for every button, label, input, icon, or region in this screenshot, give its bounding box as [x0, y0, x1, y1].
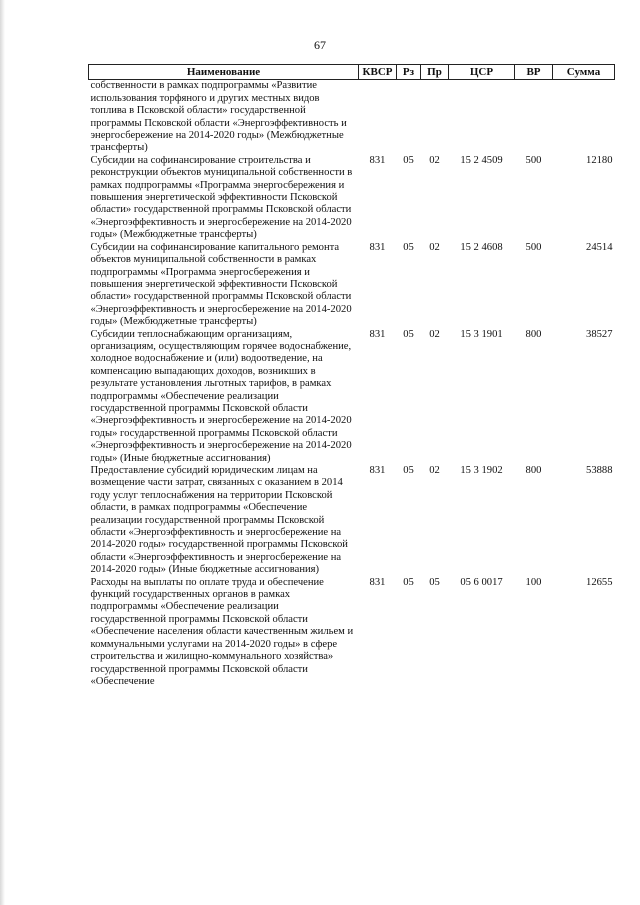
row-kvsr — [359, 80, 397, 155]
row-name: Предоставление субсидий юридическим лицам на возмещение части затрат, связанных с оказанием в 2014 году услуг теплоснабжения на территории Псковской области, в рамках подпрограммы «Обеспечение реализации государственной программы Псковской области «Энергоэффективность и энергосбережение на 2014-2020 годы» государственной программы Псковской области «Энергоэффективность и энергосбережение на 2014-2020 годы» (Иные бюджетные ассигнования) — [90, 465, 348, 576]
header-vr: ВР — [515, 65, 553, 80]
row-vr — [515, 80, 553, 155]
row-kvsr: 831 — [369, 328, 386, 340]
row-pr: 02 — [429, 328, 440, 340]
row-sum: 12655 — [586, 576, 613, 588]
row-sum — [553, 80, 615, 155]
row-name: Субсидии теплоснабжающим организациям, организациям, осуществляющим горячее водоснабжение, холодное водоснабжение и (или) водоотведение, на компенсацию выпадающих доходов, возникших в результате установления льготных тарифов, в рамках подпрограммы «Обеспечение реализации государственной программы Псковской области «Энергоэффективность и энергосбережение на 2014-2020 годы» государственной программы Псковской области «Энергоэффективность и энергосбережение на 2014-2020 годы» (Иные бюджетные ассигнования) — [90, 328, 352, 464]
row-rz: 05 — [403, 154, 414, 166]
row-vr: 800 — [525, 328, 542, 340]
header-csr: ЦСР — [449, 65, 515, 80]
row-pr: 02 — [429, 465, 440, 476]
table-header-row — [89, 65, 615, 80]
scan-edge-shadow — [0, 0, 5, 905]
row-name: Субсидии на софинансирование строительства и реконструкции объектов муниципальной собственности в рамках подпрограммы «Программа энергосбережения и повышения энергетической эффективности Псковской области» государственной программы Псковской области «Энергоэффективность и энергосбережение на 2014-2020 годы» (Межбюджетные трансферты) — [90, 154, 353, 241]
row-sum: 38527 — [586, 328, 613, 340]
row-pr: 02 — [429, 241, 440, 253]
row-rz: 05 — [403, 241, 414, 253]
header-name: Наименование — [89, 65, 359, 80]
row-pr — [421, 80, 449, 155]
header-sum: Сумма — [553, 65, 615, 80]
row-kvsr: 831 — [369, 154, 386, 166]
row-sum: 12180 — [586, 154, 613, 166]
header-pr: Пр — [421, 65, 449, 80]
row-vr: 100 — [525, 576, 542, 588]
row-name: собственности в рамках подпрограммы «Развитие использования торфяного и других местных видов топлива в Псковской области» государственной программы Псковской области «Энергоэффективность и энергосбережение на 2014-2020 годы» (Межбюджетные трансферты) — [90, 80, 347, 154]
row-rz: 05 — [403, 328, 414, 340]
row-csr: 15 3 1902 — [460, 465, 503, 476]
row-csr: 15 2 4608 — [460, 241, 503, 253]
row-name: Расходы на выплаты по оплате труда и обеспечение функций государственных органов в рамках подпрограммы «Обеспечение реализации государственной программы Псковской области «Обеспечение населения области качественным жильем и коммунальными услугами на 2014-2020 годы» в сфере строительства и жилищно-коммунального хозяйства» государственной программы Псковской области «Обеспечение — [90, 576, 354, 687]
row-vr: 500 — [525, 154, 542, 166]
table-row — [89, 242, 615, 329]
budget-table — [88, 64, 615, 688]
row-sum: 53888 — [586, 465, 613, 476]
table-row — [89, 329, 615, 465]
row-vr: 500 — [525, 241, 542, 253]
row-pr: 05 — [429, 576, 440, 588]
row-sum: 24514 — [586, 241, 613, 253]
table-row — [89, 155, 615, 242]
row-kvsr: 831 — [369, 465, 386, 476]
row-rz: 05 — [403, 576, 414, 588]
header-rz: Рз — [397, 65, 421, 80]
header-kvsr: КВСР — [359, 65, 397, 80]
row-rz: 05 — [403, 465, 414, 476]
row-csr: 15 3 1901 — [460, 328, 503, 340]
page-number: 67 — [314, 38, 326, 52]
row-kvsr: 831 — [369, 576, 386, 588]
table-row — [89, 577, 615, 689]
table-row — [89, 80, 615, 155]
row-csr — [449, 80, 515, 155]
row-pr: 02 — [429, 154, 440, 166]
row-vr: 800 — [525, 465, 542, 476]
row-rz — [397, 80, 421, 155]
table-row — [89, 465, 615, 577]
row-csr: 15 2 4509 — [460, 154, 503, 166]
row-csr: 05 6 0017 — [460, 576, 503, 588]
row-kvsr: 831 — [369, 241, 386, 253]
row-name: Субсидии на софинансирование капитального ремонта объектов муниципальной собственности в рамках подпрограммы «Программа энергосбережения и повышения энергетической эффективности Псковской области» государственной программы Псковской области «Энергоэффективность и энергосбережение на 2014-2020 годы» (Межбюджетные трансферты) — [90, 241, 352, 328]
